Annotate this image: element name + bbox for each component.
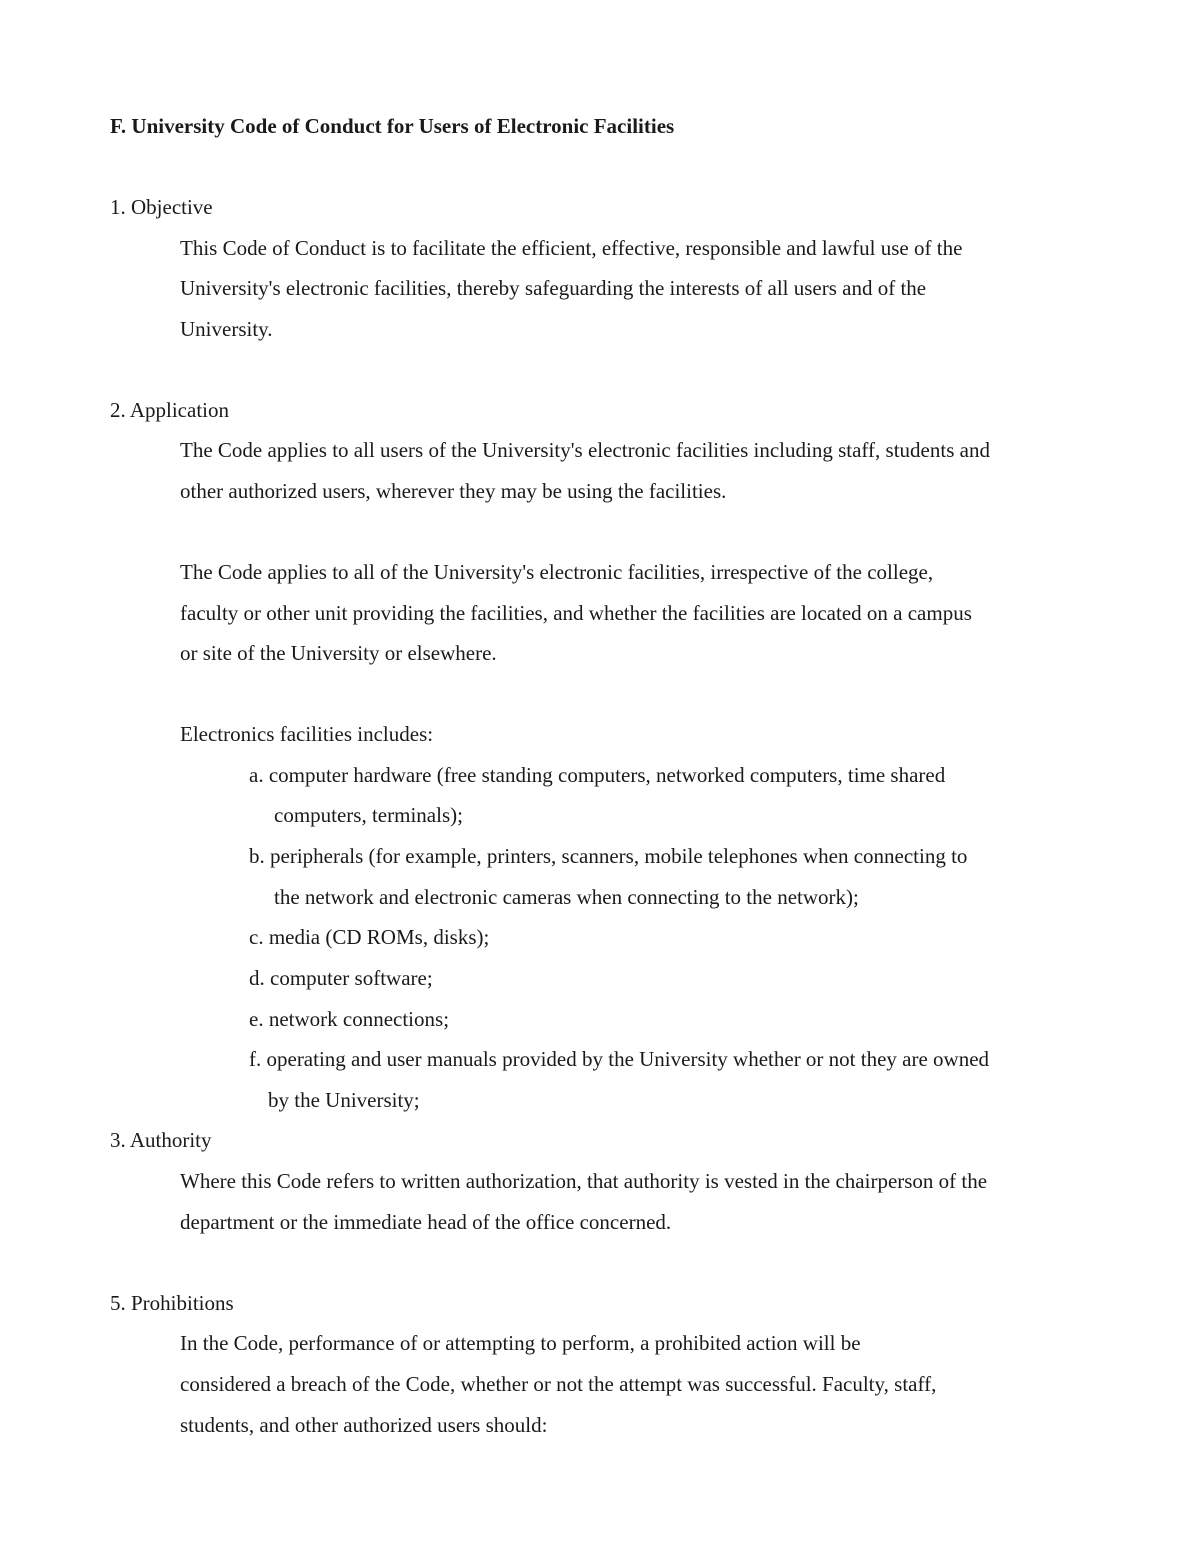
section-heading-objective: 1. Objective <box>110 195 213 219</box>
objective-line: This Code of Conduct is to facilitate the efficient, effective, responsible and lawful use of the <box>180 236 963 260</box>
facilities-includes-label: Electronics facilities includes: <box>180 722 434 746</box>
authority-line: department or the immediate head of the office concerned. <box>180 1210 672 1234</box>
document-title: F. University Code of Conduct for Users of Electronic Facilities <box>110 114 675 138</box>
prohibitions-line: considered a breach of the Code, whether or not the attempt was successful. Faculty, staff, <box>180 1372 937 1396</box>
application-line: faculty or other unit providing the facilities, and whether the facilities are located on a campus <box>180 601 972 625</box>
list-item: b. peripherals (for example, printers, scanners, mobile telephones when connecting to <box>249 844 968 868</box>
authority-line: Where this Code refers to written authorization, that authority is vested in the chairperson of the <box>180 1169 988 1193</box>
section-heading-application: 2. Application <box>110 398 229 422</box>
application-line: The Code applies to all users of the University's electronic facilities including staff, students and <box>180 438 990 462</box>
application-line: or site of the University or elsewhere. <box>180 641 497 665</box>
application-line: The Code applies to all of the University's electronic facilities, irrespective of the college, <box>180 560 934 584</box>
list-item: c. media (CD ROMs, disks); <box>249 925 490 949</box>
list-item-continuation: the network and electronic cameras when connecting to the network); <box>274 885 859 909</box>
list-item: a. computer hardware (free standing computers, networked computers, time shared <box>249 763 946 787</box>
list-item-continuation: by the University; <box>268 1088 420 1112</box>
section-heading-authority: 3. Authority <box>110 1128 212 1152</box>
list-item: e. network connections; <box>249 1007 450 1031</box>
objective-line: University's electronic facilities, thereby safeguarding the interests of all users and of the <box>180 276 927 300</box>
application-line: other authorized users, wherever they may be using the facilities. <box>180 479 727 503</box>
objective-line: University. <box>180 317 273 341</box>
list-item: d. computer software; <box>249 966 433 990</box>
prohibitions-line: In the Code, performance of or attempting to perform, a prohibited action will be <box>180 1331 861 1355</box>
list-item-continuation: computers, terminals); <box>274 803 463 827</box>
section-heading-prohibitions: 5. Prohibitions <box>110 1291 234 1315</box>
list-item: f. operating and user manuals provided by the University whether or not they are owned <box>249 1047 990 1071</box>
prohibitions-line: students, and other authorized users should: <box>180 1413 548 1437</box>
